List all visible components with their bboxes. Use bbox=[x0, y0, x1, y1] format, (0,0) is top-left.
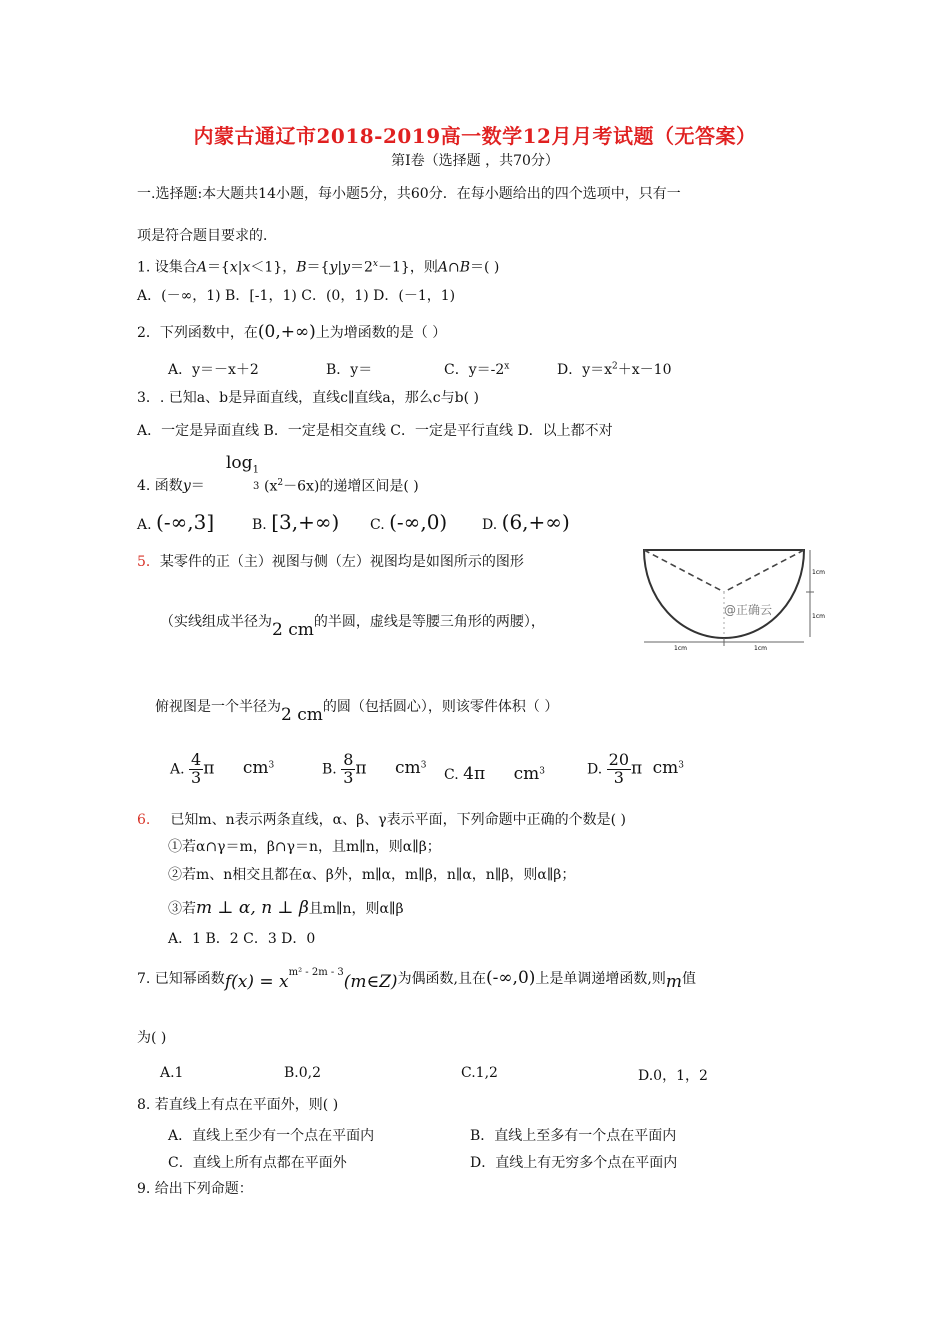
question-2-option-a: A．y＝－x＋2 bbox=[168, 362, 259, 378]
dim-bottom-right: 1cm bbox=[754, 645, 767, 652]
figure-watermark: @正确云 bbox=[724, 603, 773, 617]
question-7-option-a: A.1 bbox=[160, 1065, 184, 1081]
question-2-option-c: C．$y=-2^x$ bbox=[444, 361, 510, 378]
question-4-option-b: B. [3,+∞) bbox=[252, 510, 340, 534]
question-7-stem: 7. 已知幂函数$f(x) = x^{m^2 - 2m - 3}(m\in Z)$为偶函数,且在(-∞,0)上是单调递增函数,则m值 bbox=[137, 967, 696, 992]
question-3-options: A．一定是异面直线 B．一定是相交直线 C．一定是平行直线 D．以上都不对 bbox=[137, 423, 613, 439]
question-8-option-d: D．直线上有无穷多个点在平面内 bbox=[470, 1155, 678, 1171]
question-2-option-b: B．y＝ bbox=[326, 362, 373, 378]
question-1-options: A．(－∞，1) B．[-1，1) C．(0，1) D．(－1，1) bbox=[137, 288, 456, 304]
question-5-option-d: D. $\frac{20}{3}$ π $cm^3$ bbox=[587, 750, 685, 787]
question-3-stem: 3．. 已知a、b是异面直线，直线c∥直线a，那么c与b( ) bbox=[137, 390, 479, 406]
question-5-option-c: C. 4π $cm^3$ bbox=[444, 764, 545, 784]
question-7-option-d: D.0，1，2 bbox=[638, 1068, 708, 1084]
question-5-line3: 俯视图是一个半径为2 cm的圆（包括圆心），则该零件体积（ ） bbox=[155, 699, 559, 725]
dim-right-top: 1cm bbox=[812, 569, 825, 576]
question-7-option-c: C.1,2 bbox=[461, 1065, 498, 1081]
question-2-option-d: D．$y=x^2+x-10$ bbox=[557, 361, 672, 378]
section-intro-line2: 项是符合题目要求的． bbox=[137, 228, 277, 244]
question-6-stem: 6. 已知m、n表示两条直线，α、β、γ表示平面，下列命题中正确的个数是( ) bbox=[137, 812, 626, 828]
question-4-argument: $(x^2-6x)$的递增区间是( ) bbox=[264, 478, 419, 495]
question-4-option-a: A. (-∞,3] bbox=[137, 510, 215, 534]
question-4-log: $\log_1$ bbox=[226, 453, 259, 476]
question-1-stem: 1. 设集合A＝{x|x＜1}，$B=\{y|y=2^x-1\}$，则A∩B＝( ) bbox=[137, 259, 500, 276]
question-5-line2: （实线组成半径为2 cm的半圆，虚线是等腰三角形的两腰）， bbox=[160, 614, 545, 640]
question-5-option-a: A. $\frac{4}{3}$ π $cm^3$ bbox=[170, 750, 275, 787]
question-2-stem: 2．下列函数中，在(0,+∞)上为增函数的是（ ） bbox=[137, 322, 447, 342]
question-7-line2: 为( ) bbox=[137, 1030, 167, 1046]
question-8-option-b: B．直线上至多有一个点在平面内 bbox=[470, 1128, 677, 1144]
question-8-stem: 8. 若直线上有点在平面外，则( ) bbox=[137, 1097, 339, 1113]
page-subtitle: 第Ⅰ卷（选择题 ，共70分） bbox=[391, 153, 559, 169]
question-6-statement-3: ③若m ⊥ α, n ⊥ β且m∥n，则α∥β bbox=[168, 898, 404, 918]
question-4-stem: 4. 函数y＝ bbox=[137, 478, 205, 494]
question-5-option-b: B. $\frac{8}{3}$ π $cm^3$ bbox=[322, 750, 427, 787]
dim-bottom-left: 1cm bbox=[674, 645, 687, 652]
question-4-option-c: C. (-∞,0) bbox=[370, 510, 448, 534]
question-8-option-a: A．直线上至少有一个点在平面内 bbox=[168, 1128, 375, 1144]
question-6-options: A．1 B．2 C．3 D．0 bbox=[168, 931, 316, 947]
question-6-statement-2: ②若m、n相交且都在α、β外，m∥α，m∥β，n∥α，n∥β，则α∥β； bbox=[168, 867, 576, 883]
question-4-option-d: D. (6,+∞) bbox=[482, 510, 570, 534]
section-intro-line1: 一.选择题:本大题共14小题，每小题5分，共60分．在每小题给出的四个选项中，只有一 bbox=[137, 186, 681, 202]
question-6-statement-1: ①若α∩γ＝m，β∩γ＝n，且m∥n，则α∥β； bbox=[168, 839, 441, 855]
question-8-option-c: C．直线上所有点都在平面外 bbox=[168, 1155, 347, 1171]
question-7-option-b: B.0,2 bbox=[284, 1065, 322, 1081]
dim-right-bottom: 1cm bbox=[812, 613, 825, 620]
question-9-stem: 9. 给出下列命题： bbox=[137, 1181, 253, 1197]
question-5-figure bbox=[638, 544, 828, 654]
page-title: 内蒙古通辽市2018-2019高一数学12月月考试题（无答案） bbox=[193, 124, 757, 148]
question-5-line1: 5．某零件的正（主）视图与侧（左）视图均是如图所示的图形 bbox=[137, 554, 524, 570]
question-4-log-base: 3 bbox=[253, 481, 260, 492]
